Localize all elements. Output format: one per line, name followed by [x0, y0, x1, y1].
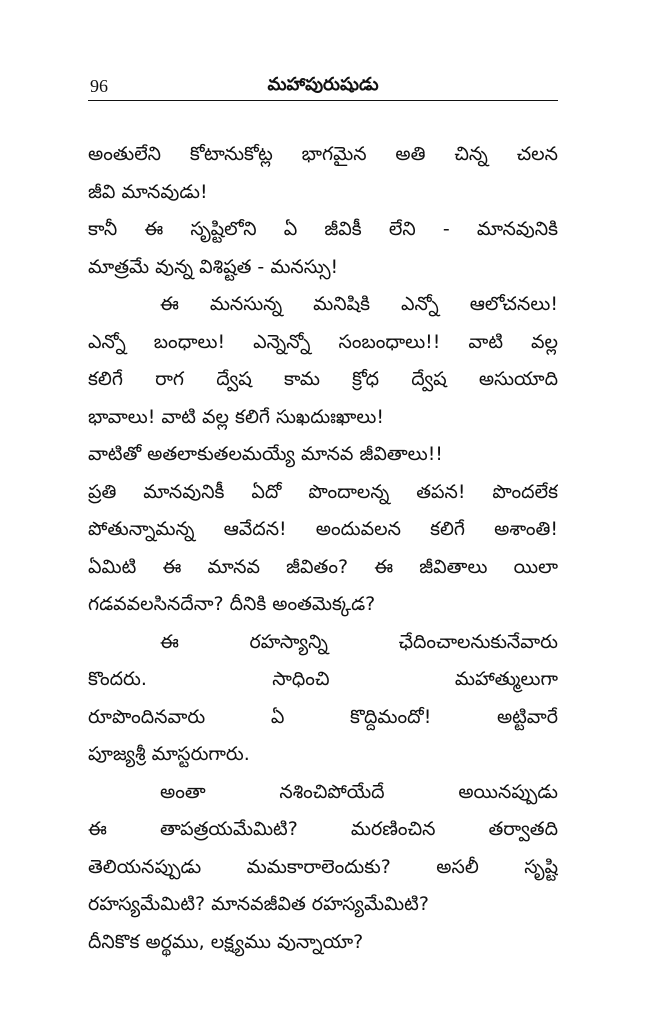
text-line: గడవవలసినదేనా? దీనికి అంతమెక్కడ?: [88, 593, 376, 615]
page-header: [88, 72, 558, 100]
text-line: కొందరు. సాధించి మహాత్ములుగా: [88, 668, 558, 690]
text-line: రహస్యమేమిటి? మానవజీవిత రహస్యమేమిటి?: [88, 893, 429, 915]
text-line: రూపొందినవారు ఏ కొద్దిమందో! అట్టివారే: [88, 705, 558, 728]
text-line: దీనికొక అర్థము, లక్ష్యము వున్నాయా?: [88, 930, 364, 953]
body-text: [88, 136, 558, 961]
text-line: అంతులేని కోటానుకోట్ల భాగమైన అతి చిన్న చలన: [88, 143, 558, 165]
text-line: అంతా నశించిపోయేదే అయినప్పుడు: [160, 780, 558, 803]
text-line: కానీ ఈ సృష్టిలోని ఏ జీవికీ లేని - మానవునికి: [88, 218, 558, 240]
text-line: ఏమిటి ఈ మానవ జీవితం? ఈ జీవితాలు యిలా: [88, 555, 558, 578]
text-line: ప్రతి మానవునికీ ఏదో పొందాలన్న తపన! పొందలేక: [88, 480, 558, 503]
text-line: భావాలు! వాటి వల్ల కలిగే సుఖదుఃఖాలు!: [88, 405, 384, 428]
text-line: పూజ్యశ్రీ మాస్టరుగారు.: [88, 743, 250, 765]
running-title: మహాపురుషుడు: [267, 74, 379, 95]
page-number: 96: [90, 76, 108, 96]
text-line: జీవి మానవుడు!: [88, 180, 208, 203]
text-line: పోతున్నామన్న ఆవేదన! అందువలన కలిగే అశాంతి!: [88, 518, 558, 540]
text-line: కలిగే రాగ ద్వేష కామ క్రోధ ద్వేష అసుయాది: [88, 368, 558, 390]
header-rule: [88, 100, 558, 101]
text-line: మాత్రమే వున్న విశిష్టత - మనస్సు!: [88, 255, 339, 278]
text-line: ఈ రహస్యాన్ని ఛేదించాలనుకునేవారు: [160, 630, 558, 653]
text-line: ఈ మనసున్న మనిషికి ఎన్నో ఆలోచనలు!: [160, 293, 558, 315]
text-line: వాటితో అతలాకుతలమయ్యే మానవ జీవితాలు!!: [88, 443, 443, 465]
text-line: ఎన్నో బంధాలు! ఎన్నెన్నో సంబంధాలు!! వాటి వల్ల: [88, 330, 558, 353]
text-line: తెలియనప్పుడు మమకారాలెందుకు? అసలీ సృష్టి: [88, 855, 558, 878]
text-line: ఈ తాపత్రయమేమిటి? మరణించిన తర్వాతది: [88, 818, 558, 840]
